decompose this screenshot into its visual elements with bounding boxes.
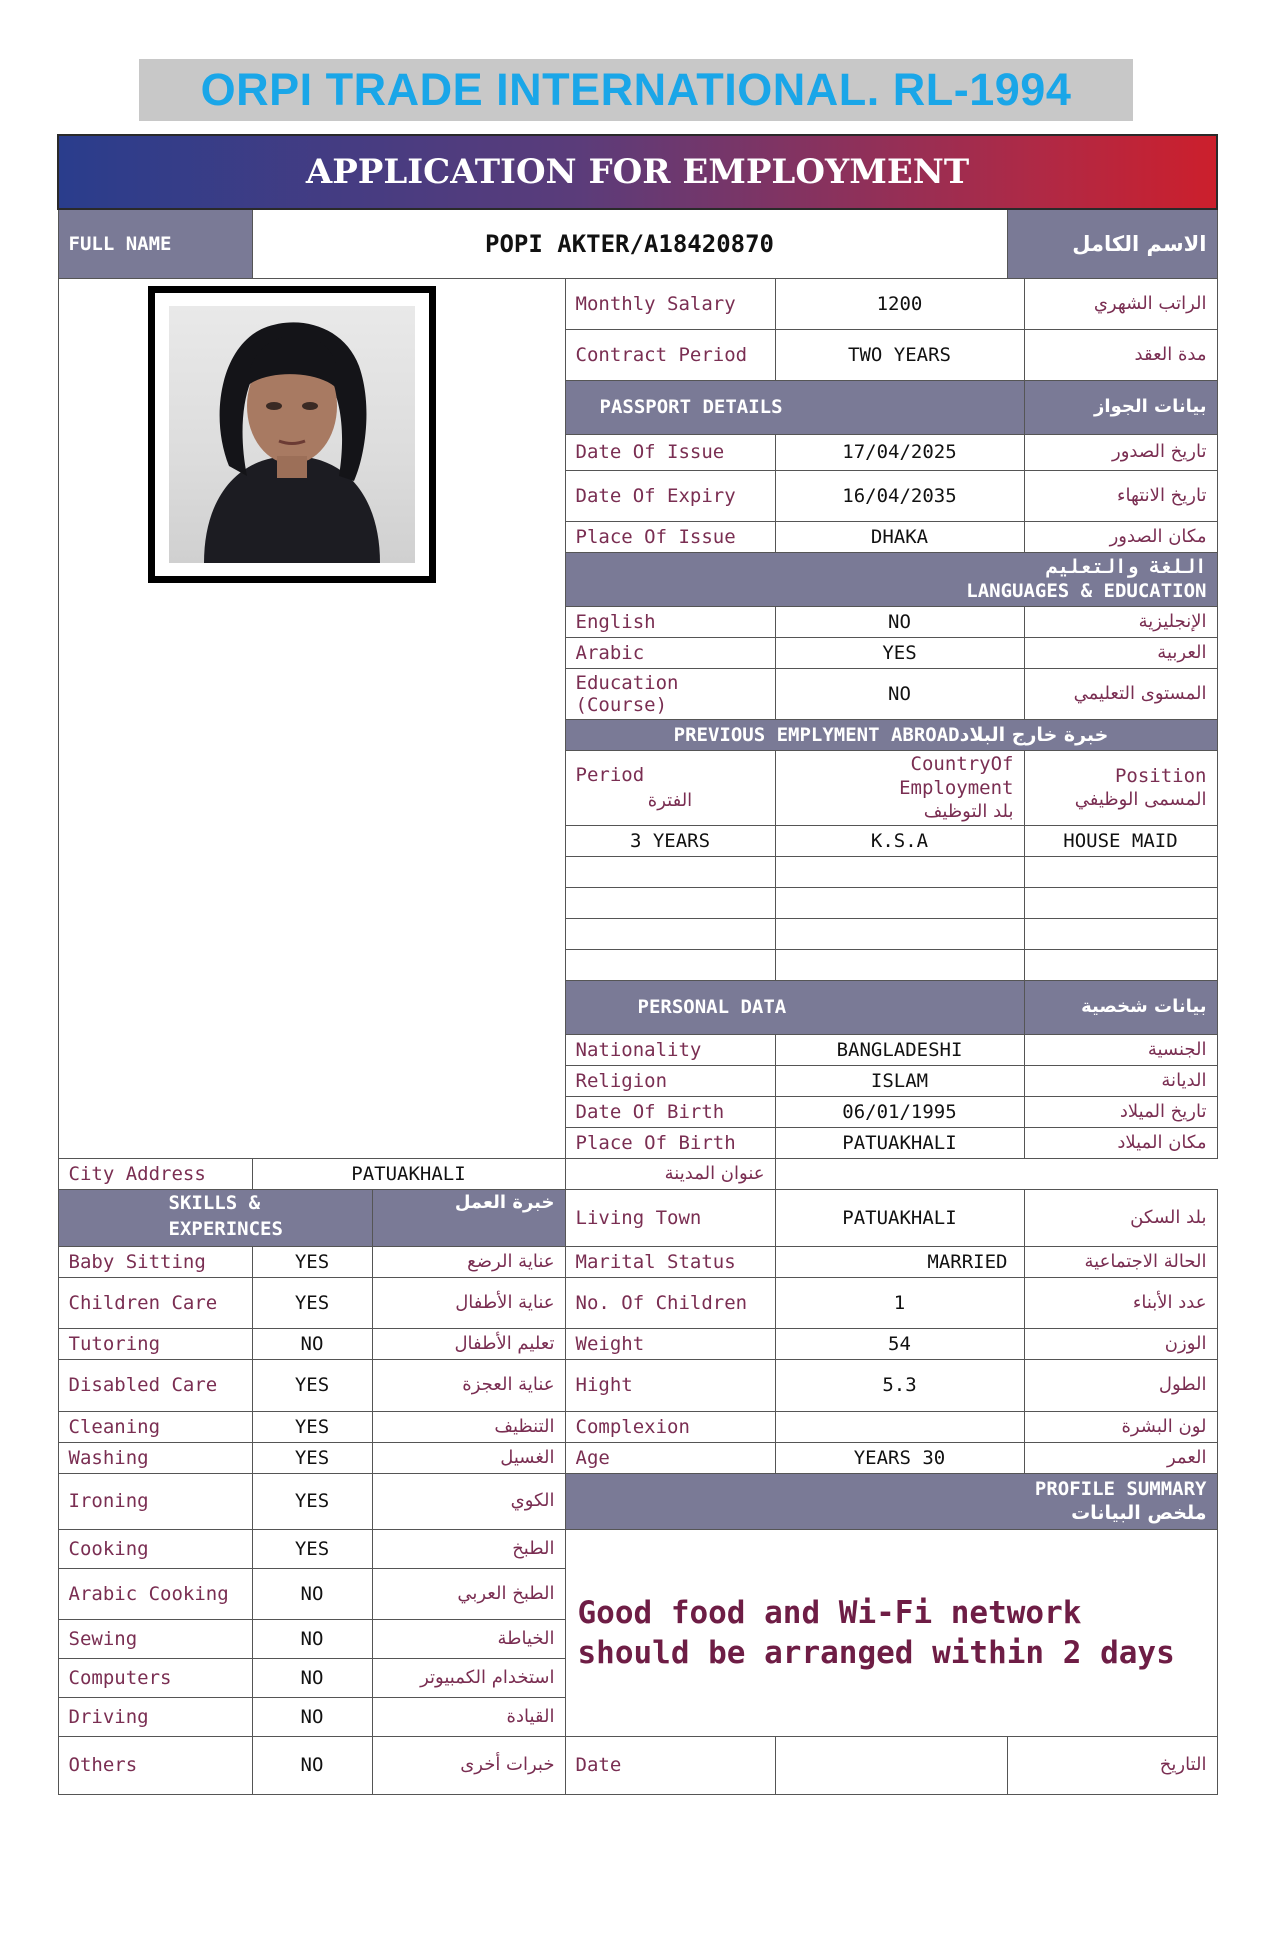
languages-header-en: LANGUAGES & EDUCATION bbox=[966, 580, 1207, 602]
skill-value: NO bbox=[252, 1658, 372, 1697]
col-country bbox=[775, 750, 1024, 825]
age-label-ar: العمر bbox=[1024, 1442, 1217, 1473]
full-name-value: POPI AKTER/A18420870 bbox=[252, 209, 1007, 278]
skill-label-ar: عناية العجزة bbox=[372, 1359, 565, 1411]
skill-label: Arabic Cooking bbox=[58, 1568, 252, 1619]
profile-summary-header-en: PROFILE SUMMARY bbox=[1034, 1478, 1207, 1500]
employment-empty bbox=[565, 949, 775, 980]
skill-label: Driving bbox=[58, 1697, 252, 1736]
date-of-expiry-value: 16/04/2035 bbox=[775, 470, 1024, 521]
previous-employment-header bbox=[565, 719, 1217, 750]
date-value bbox=[775, 1736, 1007, 1794]
nationality-label: Nationality bbox=[565, 1034, 775, 1065]
date-of-expiry-label: Date Of Expiry bbox=[565, 470, 775, 521]
skill-label-ar: القيادة bbox=[372, 1697, 565, 1736]
full-name-label: FULL NAME bbox=[58, 209, 252, 278]
monthly-salary-label-ar: الراتب الشهري bbox=[1024, 278, 1217, 329]
english-label: English bbox=[565, 606, 775, 637]
skill-label-ar: الطبخ bbox=[372, 1529, 565, 1568]
weight-label-ar: الوزن bbox=[1024, 1328, 1217, 1359]
skill-label: Tutoring bbox=[58, 1328, 252, 1359]
employment-empty bbox=[565, 856, 775, 887]
marital-status-label-ar: الحالة الاجتماعية bbox=[1024, 1246, 1217, 1277]
col-period-label: Period bbox=[575, 763, 645, 786]
photo-cell bbox=[58, 278, 565, 1158]
employment-empty bbox=[1024, 918, 1217, 949]
col-country-label: CountryOf Employment bbox=[899, 752, 1014, 799]
skill-label-ar: التنظيف bbox=[372, 1411, 565, 1442]
living-town-label: Living Town bbox=[565, 1189, 775, 1246]
height-value: 5.3 bbox=[775, 1359, 1024, 1411]
col-period bbox=[565, 750, 775, 825]
children-label: No. Of Children bbox=[565, 1277, 775, 1328]
skill-label: Children Care bbox=[58, 1277, 252, 1328]
employment-empty bbox=[775, 918, 1024, 949]
employment-empty bbox=[775, 887, 1024, 918]
religion-label: Religion bbox=[565, 1065, 775, 1096]
skill-value: YES bbox=[252, 1246, 372, 1277]
religion-value: ISLAM bbox=[775, 1065, 1024, 1096]
skill-value: YES bbox=[252, 1473, 372, 1529]
education-value: NO bbox=[775, 668, 1024, 719]
arabic-label: Arabic bbox=[565, 637, 775, 668]
col-country-label-ar: بلد التوظيف bbox=[923, 800, 1014, 822]
profile-summary-header-ar: ملخص البيانات bbox=[1071, 1502, 1207, 1524]
nationality-label-ar: الجنسية bbox=[1024, 1034, 1217, 1065]
skill-label: Washing bbox=[58, 1442, 252, 1473]
living-town-label-ar: بلد السكن bbox=[1024, 1189, 1217, 1246]
nationality-value: BANGLADESHI bbox=[775, 1034, 1024, 1065]
arabic-value: YES bbox=[775, 637, 1024, 668]
living-town-value: PATUAKHALI bbox=[775, 1189, 1024, 1246]
contract-period-label-ar: مدة العقد bbox=[1024, 329, 1217, 380]
skill-label-ar: الكوي bbox=[372, 1473, 565, 1529]
dob-label: Date Of Birth bbox=[565, 1096, 775, 1127]
place-of-issue-label-ar: مكان الصدور bbox=[1024, 521, 1217, 552]
skill-value: NO bbox=[252, 1697, 372, 1736]
skill-value: YES bbox=[252, 1359, 372, 1411]
personal-data-header: PERSONAL DATA bbox=[565, 980, 1024, 1034]
skill-value: YES bbox=[252, 1411, 372, 1442]
form-title: APPLICATION FOR EMPLOYMENT bbox=[58, 135, 1217, 209]
contract-period-label: Contract Period bbox=[565, 329, 775, 380]
employment-empty bbox=[1024, 949, 1217, 980]
english-value: NO bbox=[775, 606, 1024, 637]
skill-label-ar: تعليم الأطفال bbox=[372, 1328, 565, 1359]
skill-value: NO bbox=[252, 1568, 372, 1619]
arabic-label-ar: العربية bbox=[1024, 637, 1217, 668]
monthly-salary-label: Monthly Salary bbox=[565, 278, 775, 329]
employment-empty bbox=[1024, 856, 1217, 887]
skill-value: YES bbox=[252, 1277, 372, 1328]
date-of-issue-label-ar: تاريخ الصدور bbox=[1024, 434, 1217, 470]
personal-data-header-ar: بيانات شخصية bbox=[1024, 980, 1217, 1034]
education-label-ar: المستوى التعليمي bbox=[1024, 668, 1217, 719]
children-label-ar: عدد الأبناء bbox=[1024, 1277, 1217, 1328]
city-address-label: City Address bbox=[58, 1158, 252, 1189]
pob-label: Place Of Birth bbox=[565, 1127, 775, 1158]
place-of-issue-label: Place Of Issue bbox=[565, 521, 775, 552]
contract-period-value: TWO YEARS bbox=[775, 329, 1024, 380]
employment-empty bbox=[775, 949, 1024, 980]
skill-label: Ironing bbox=[58, 1473, 252, 1529]
skill-label: Disabled Care bbox=[58, 1359, 252, 1411]
col-position bbox=[1024, 750, 1217, 825]
languages-header bbox=[565, 552, 1217, 606]
date-of-expiry-label-ar: تاريخ الانتهاء bbox=[1024, 470, 1217, 521]
complexion-label-ar: لون البشرة bbox=[1024, 1411, 1217, 1442]
complexion-label: Complexion bbox=[565, 1411, 775, 1442]
previous-employment-header-en: PREVIOUS EMPLYMENT ABROAD bbox=[673, 723, 960, 746]
passport-details-header: PASSPORT DETAILS bbox=[565, 380, 1024, 434]
skill-label-ar: استخدام الكمبيوتر bbox=[372, 1658, 565, 1697]
weight-value: 54 bbox=[775, 1328, 1024, 1359]
passport-details-header-ar: بيانات الجواز bbox=[1024, 380, 1217, 434]
marital-status-label: Marital Status bbox=[565, 1246, 775, 1277]
skills-header-ar: خبرة العمل bbox=[372, 1189, 565, 1246]
skill-label-ar: عناية الرضع bbox=[372, 1246, 565, 1277]
profile-summary-text: Good food and Wi-Fi network should be arranged within 2 days bbox=[565, 1529, 1217, 1736]
col-position-label-ar: المسمى الوظيفي bbox=[1074, 788, 1207, 810]
pob-value: PATUAKHALI bbox=[775, 1127, 1024, 1158]
date-label-ar: التاريخ bbox=[1007, 1736, 1217, 1794]
date-of-issue-label: Date Of Issue bbox=[565, 434, 775, 470]
employment-empty bbox=[775, 856, 1024, 887]
col-position-label: Position bbox=[1114, 764, 1207, 787]
weight-label: Weight bbox=[565, 1328, 775, 1359]
skill-label: Sewing bbox=[58, 1619, 252, 1658]
employment-country: K.S.A bbox=[775, 825, 1024, 856]
date-of-issue-value: 17/04/2025 bbox=[775, 434, 1024, 470]
application-form bbox=[57, 134, 1218, 1795]
dob-value: 06/01/1995 bbox=[775, 1096, 1024, 1127]
monthly-salary-value: 1200 bbox=[775, 278, 1024, 329]
city-address-value: PATUAKHALI bbox=[252, 1158, 565, 1189]
skills-header: SKILLS & EXPERINCES bbox=[58, 1189, 372, 1246]
marital-status-value: MARRIED bbox=[775, 1246, 1024, 1277]
skill-value: NO bbox=[252, 1619, 372, 1658]
dob-label-ar: تاريخ الميلاد bbox=[1024, 1096, 1217, 1127]
city-address-label-ar: عنوان المدينة bbox=[565, 1158, 775, 1189]
employment-empty bbox=[565, 887, 775, 918]
skill-label: Computers bbox=[58, 1658, 252, 1697]
complexion-value bbox=[775, 1411, 1024, 1442]
skill-label: Others bbox=[58, 1736, 252, 1794]
education-label: Education (Course) bbox=[565, 668, 775, 719]
skill-label-ar: عناية الأطفال bbox=[372, 1277, 565, 1328]
pob-label-ar: مكان الميلاد bbox=[1024, 1127, 1217, 1158]
employment-period: 3 YEARS bbox=[565, 825, 775, 856]
age-value: YEARS 30 bbox=[775, 1442, 1024, 1473]
languages-header-ar: اللغة والتعليم bbox=[1046, 556, 1207, 578]
applicant-photo bbox=[148, 286, 436, 583]
skill-label-ar: الخياطة bbox=[372, 1619, 565, 1658]
age-label: Age bbox=[565, 1442, 775, 1473]
english-label-ar: الإنجليزية bbox=[1024, 606, 1217, 637]
skill-value: NO bbox=[252, 1736, 372, 1794]
employment-empty bbox=[565, 918, 775, 949]
employment-position: HOUSE MAID bbox=[1024, 825, 1217, 856]
skill-label: Cleaning bbox=[58, 1411, 252, 1442]
applicant-portrait bbox=[169, 306, 415, 563]
col-period-label-ar: الفترة bbox=[647, 789, 693, 811]
religion-label-ar: الديانة bbox=[1024, 1065, 1217, 1096]
skill-value: YES bbox=[252, 1529, 372, 1568]
full-name-label-ar: الاسم الكامل bbox=[1007, 209, 1217, 278]
previous-employment-header-ar: خبرة خارج البلاد bbox=[959, 723, 1109, 746]
place-of-issue-value: DHAKA bbox=[775, 521, 1024, 552]
date-label: Date bbox=[565, 1736, 775, 1794]
agency-title: ORPI TRADE INTERNATIONAL. RL-1994 bbox=[139, 59, 1133, 121]
skill-value: NO bbox=[252, 1328, 372, 1359]
skill-label-ar: خبرات أخرى bbox=[372, 1736, 565, 1794]
employment-empty bbox=[1024, 887, 1217, 918]
skill-value: YES bbox=[252, 1442, 372, 1473]
skill-label: Baby Sitting bbox=[58, 1246, 252, 1277]
height-label-ar: الطول bbox=[1024, 1359, 1217, 1411]
skill-label-ar: الغسيل bbox=[372, 1442, 565, 1473]
skill-label: Cooking bbox=[58, 1529, 252, 1568]
profile-summary-header bbox=[565, 1473, 1217, 1529]
skill-label-ar: الطبخ العربي bbox=[372, 1568, 565, 1619]
children-value: 1 bbox=[775, 1277, 1024, 1328]
height-label: Hight bbox=[565, 1359, 775, 1411]
